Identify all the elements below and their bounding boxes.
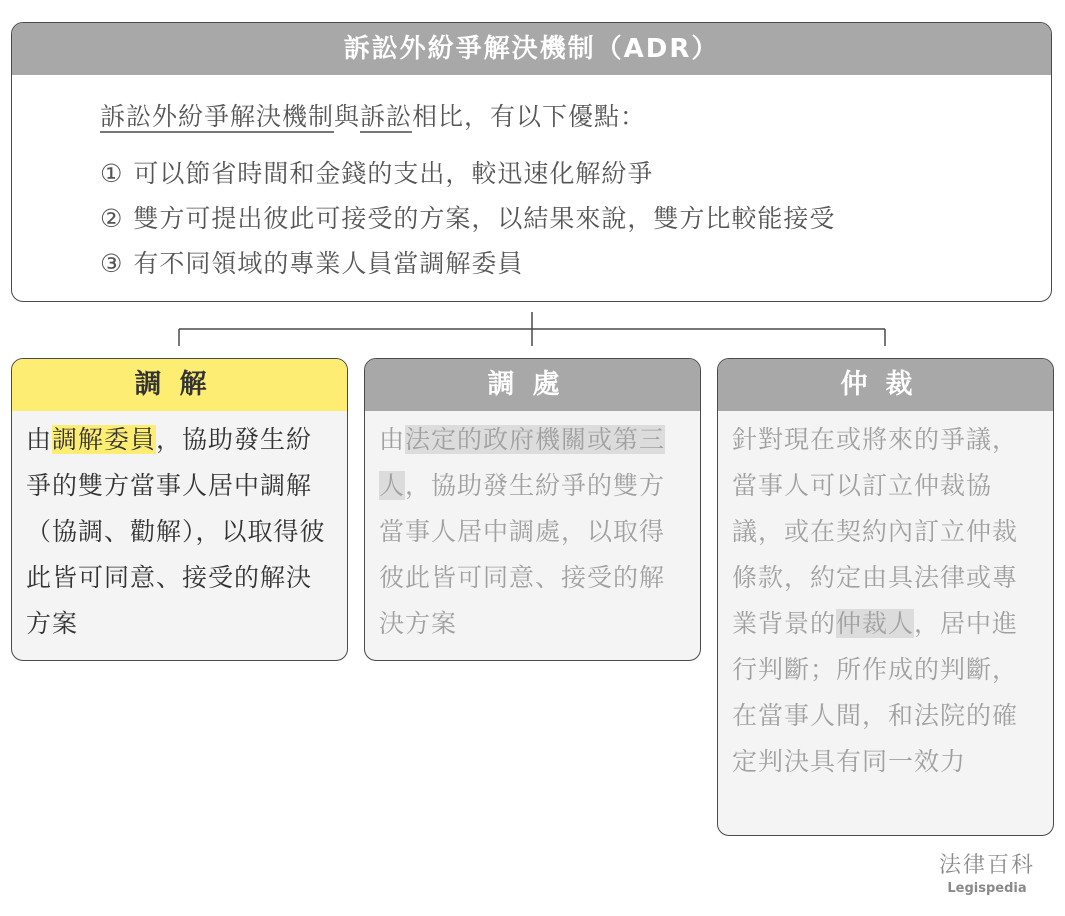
intro-term-litigation: 訴訟: [360, 102, 413, 131]
conciliation-title: 調處: [365, 359, 700, 411]
mediation-text-pre: 由: [26, 425, 53, 454]
arbitration-description: [718, 411, 1053, 799]
intro-rest: 相比，有以下優點：: [412, 102, 647, 131]
brand-name-en: Legispedia: [947, 881, 1027, 896]
adr-title: 訴訟外紛爭解決機制（ADR）: [12, 23, 1051, 75]
advantage-text: 有不同領域的專業人員當調解委員: [133, 249, 524, 278]
arbitration-text-pre: 針對現在或將來的爭議，當事人可以訂立仲裁協議，或在契約內訂立仲裁條款，約定由具法律或專業背景的: [732, 425, 1019, 638]
advantage-number: ①: [100, 159, 124, 188]
mediation-card: [11, 358, 348, 661]
conciliation-description: [365, 411, 700, 661]
mediation-text-post: ，協助發生紛爭的雙方當事人居中調解（協調、勸解），以取得彼此皆可同意、接受的解決方案: [26, 425, 326, 638]
intro-conj: 與: [334, 102, 361, 131]
advantage-number: ③: [100, 249, 124, 278]
conciliation-text-pre: 由: [379, 425, 406, 454]
advantage-text: 雙方可提出彼此可接受的方案，以結果來說，雙方比較能接受: [133, 204, 836, 233]
mediation-description: [12, 411, 347, 661]
mediation-title: 調解: [12, 359, 347, 411]
conciliation-text-post: ，協助發生紛爭的雙方當事人居中調處，以取得彼此皆可同意、接受的解決方案: [379, 471, 666, 638]
mediation-highlight: 調解委員: [52, 425, 157, 454]
advantage-text: 可以節省時間和金錢的支出，較迅速化解紛爭: [133, 159, 654, 188]
intro-term-adr: 訴訟外紛爭解決機制: [100, 102, 335, 131]
advantage-number: ②: [100, 204, 124, 233]
arbitration-card: [717, 358, 1054, 836]
brand-name-cn: 法律百科: [938, 853, 1035, 878]
arbitration-text-post: ，居中進行判斷；所作成的判斷，在當事人間，和法院的確定判決具有同一效力: [732, 609, 1019, 776]
conciliation-highlight: 法定的政府機關或第三人: [379, 425, 666, 500]
arbitration-title: 仲裁: [718, 359, 1053, 411]
conciliation-card: [364, 358, 701, 661]
brand-logo: [939, 848, 1035, 896]
arbitration-highlight: 仲裁人: [836, 609, 915, 638]
